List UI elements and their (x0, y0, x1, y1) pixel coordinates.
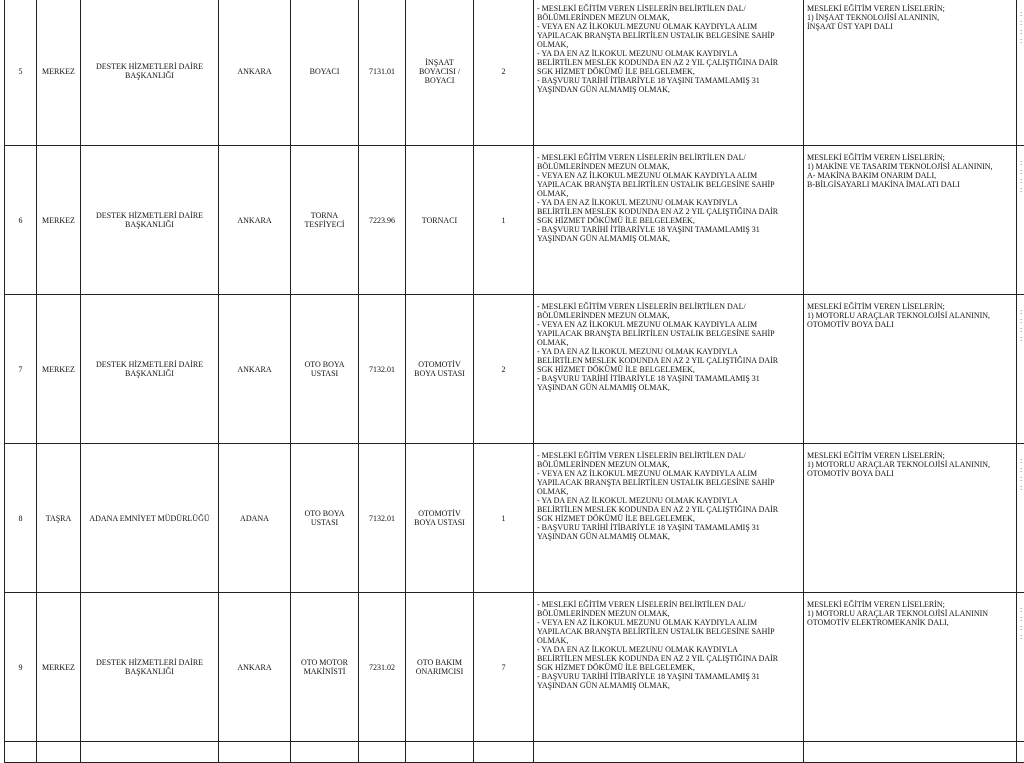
occupation-title: TORNACI (406, 146, 474, 295)
unit-name: DESTEK HİZMETLERİ DAİRE BAŞKANLIĞI (81, 146, 219, 295)
row-number: 8 (5, 444, 37, 593)
city: ANKARA (219, 146, 291, 295)
empty-cell (291, 742, 359, 763)
table-row (5, 593, 1024, 742)
requirements: - MESLEKİ EĞİTİM VEREN LİSELERİN BELİRTİLEN DAL/ BÖLÜMLERİNDEN MEZUN OLMAK, - VEYA EN AZ İLKOKUL MEZUNU OLMAK KAYDIYLA ALIM YAPILACAK BRANŞTA BELİRTİLEN USTALIK BELGESİNE SAHİP OLMAK, - YA DA EN AZ İLKOKUL MEZUNU OLMAK KAYDIYLA BELİRTİLEN MESLEK KODUNDA EN AZ 2 YIL ÇALIŞTIĞINA DAİR SGK HİZMET DÖKÜMÜ İLE BELGELEMEK, - BAŞVURU TARİHİ İTİBARİYLE 18 YAŞINI TAMAMLAMIŞ 31 YAŞINDAN GÜN ALMAMIŞ OLMAK, (534, 146, 804, 295)
job-listing-table (4, 0, 1024, 763)
empty-cell (81, 742, 219, 763)
city: ANKARA (219, 0, 291, 146)
occupation-title: OTOMOTİV BOYA USTASI (406, 295, 474, 444)
cut-off-column: : : : : (1017, 444, 1024, 593)
unit-name: DESTEK HİZMETLERİ DAİRE BAŞKANLIĞI (81, 593, 219, 742)
position-name: BOYACI (291, 0, 359, 146)
occupation-title: OTOMOTİV BOYA USTASI (406, 444, 474, 593)
occupation-title: OTO BAKIM ONARIMCISI (406, 593, 474, 742)
row-number: 6 (5, 146, 37, 295)
position-count: 2 (474, 295, 534, 444)
requirements: - MESLEKİ EĞİTİM VEREN LİSELERİN BELİRTİLEN DAL/ BÖLÜMLERİNDEN MEZUN OLMAK, - VEYA EN AZ İLKOKUL MEZUNU OLMAK KAYDIYLA ALIM YAPILACAK BRANŞTA BELİRTİLEN USTALIK BELGESİNE SAHİP OLMAK, - YA DA EN AZ İLKOKUL MEZUNU OLMAK KAYDIYLA BELİRTİLEN MESLEK KODUNDA EN AZ 2 YIL ÇALIŞTIĞINA DAİR SGK HİZMET DÖKÜMÜ İLE BELGELEMEK, - BAŞVURU TARİHİ İTİBARİYLE 18 YAŞINI TAMAMLAMIŞ 31 YAŞINDAN GÜN ALMAMIŞ OLMAK, (534, 593, 804, 742)
occupation-code: 7132.01 (359, 444, 406, 593)
requirements: - MESLEKİ EĞİTİM VEREN LİSELERİN BELİRTİLEN DAL/ BÖLÜMLERİNDEN MEZUN OLMAK, - VEYA EN AZ İLKOKUL MEZUNU OLMAK KAYDIYLA ALIM YAPILACAK BRANŞTA BELİRTİLEN USTALIK BELGESİNE SAHİP OLMAK, - YA DA EN AZ İLKOKUL MEZUNU OLMAK KAYDIYLA BELİRTİLEN MESLEK KODUNDA EN AZ 2 YIL ÇALIŞTIĞINA DAİR SGK HİZMET DÖKÜMÜ İLE BELGELEMEK, - BAŞVURU TARİHİ İTİBARİYLE 18 YAŞINI TAMAMLAMIŞ 31 YAŞINDAN GÜN ALMAMIŞ OLMAK, (534, 444, 804, 593)
empty-cell (804, 742, 1017, 763)
unit-name: DESTEK HİZMETLERİ DAİRE BAŞKANLIĞI (81, 0, 219, 146)
row-number: 9 (5, 593, 37, 742)
table-row (5, 295, 1024, 444)
requirements: - MESLEKİ EĞİTİM VEREN LİSELERİN BELİRTİLEN DAL/ BÖLÜMLERİNDEN MEZUN OLMAK, - VEYA EN AZ İLKOKUL MEZUNU OLMAK KAYDIYLA ALIM YAPILACAK BRANŞTA BELİRTİLEN USTALIK BELGESİNE SAHİP OLMAK, - YA DA EN AZ İLKOKUL MEZUNU OLMAK KAYDIYLA BELİRTİLEN MESLEK KODUNDA EN AZ 2 YIL ÇALIŞTIĞINA DAİR SGK HİZMET DÖKÜMÜ İLE BELGELEMEK, - BAŞVURU TARİHİ İTİBARİYLE 18 YAŞINI TAMAMLAMIŞ 31 YAŞINDAN GÜN ALMAMIŞ OLMAK, (534, 295, 804, 444)
table-row (5, 0, 1024, 146)
education-requirements: MESLEKİ EĞİTİM VEREN LİSELERİN; 1) MOTORLU ARAÇLAR TEKNOLOJİSİ ALANININ, OTOMOTİV BOYA DALI (804, 444, 1017, 593)
table-row-partial (5, 742, 1024, 763)
occupation-code: 7231.02 (359, 593, 406, 742)
empty-cell (406, 742, 474, 763)
city: ANKARA (219, 593, 291, 742)
table-row (5, 444, 1024, 593)
empty-cell (5, 742, 37, 763)
cut-off-column: : : : : (1017, 593, 1024, 742)
position-name: OTO MOTOR MAKİNİSTİ (291, 593, 359, 742)
position-count: 1 (474, 146, 534, 295)
table-body (5, 0, 1024, 763)
position-count: 2 (474, 0, 534, 146)
position-name: TORNA TESFİYECİ (291, 146, 359, 295)
unit-name: ADANA EMNİYET MÜDÜRLÜĞÜ (81, 444, 219, 593)
unit-type: TAŞRA (37, 444, 81, 593)
occupation-code: 7132.01 (359, 295, 406, 444)
unit-type: MERKEZ (37, 146, 81, 295)
occupation-code: 7131.01 (359, 0, 406, 146)
empty-cell (219, 742, 291, 763)
empty-cell (1017, 742, 1024, 763)
cut-off-column: : : : : (1017, 146, 1024, 295)
unit-type: MERKEZ (37, 295, 81, 444)
position-count: 1 (474, 444, 534, 593)
empty-cell (474, 742, 534, 763)
empty-cell (37, 742, 81, 763)
requirements: - MESLEKİ EĞİTİM VEREN LİSELERİN BELİRTİLEN DAL/ BÖLÜMLERİNDEN MEZUN OLMAK, - VEYA EN AZ İLKOKUL MEZUNU OLMAK KAYDIYLA ALIM YAPILACAK BRANŞTA BELİRTİLEN USTALIK BELGESİNE SAHİP OLMAK, - YA DA EN AZ İLKOKUL MEZUNU OLMAK KAYDIYLA BELİRTİLEN MESLEK KODUNDA EN AZ 2 YIL ÇALIŞTIĞINA DAİR SGK HİZMET DÖKÜMÜ İLE BELGELEMEK, - BAŞVURU TARİHİ İTİBARİYLE 18 YAŞINI TAMAMLAMIŞ 31 YAŞINDAN GÜN ALMAMIŞ OLMAK, (534, 0, 804, 146)
row-number: 7 (5, 295, 37, 444)
row-number: 5 (5, 0, 37, 146)
table-row (5, 146, 1024, 295)
cut-off-column: : : : : (1017, 0, 1024, 146)
city: ANKARA (219, 295, 291, 444)
position-name: OTO BOYA USTASI (291, 295, 359, 444)
education-requirements: MESLEKİ EĞİTİM VEREN LİSELERİN; 1) İNŞAAT TEKNOLOJİSİ ALANININ, İNŞAAT ÜST YAPI DALI (804, 0, 1017, 146)
education-requirements: MESLEKİ EĞİTİM VEREN LİSELERİN; 1) MOTORLU ARAÇLAR TEKNOLOJİSİ ALANININ, OTOMOTİV BOYA DALI (804, 295, 1017, 444)
unit-type: MERKEZ (37, 593, 81, 742)
education-requirements: MESLEKİ EĞİTİM VEREN LİSELERİN; 1) MOTORLU ARAÇLAR TEKNOLOJİSİ ALANININ OTOMOTİV ELEKTROMEKANİK DALI, (804, 593, 1017, 742)
empty-cell (534, 742, 804, 763)
unit-name: DESTEK HİZMETLERİ DAİRE BAŞKANLIĞI (81, 295, 219, 444)
city: ADANA (219, 444, 291, 593)
occupation-code: 7223.96 (359, 146, 406, 295)
occupation-title: İNŞAAT BOYACISI / BOYACI (406, 0, 474, 146)
position-count: 7 (474, 593, 534, 742)
unit-type: MERKEZ (37, 0, 81, 146)
empty-cell (359, 742, 406, 763)
education-requirements: MESLEKİ EĞİTİM VEREN LİSELERİN; 1) MAKİNE VE TASARIM TEKNOLOJİSİ ALANININ, A- MAKİNA BAKIM ONARIM DALI, B-BİLGİSAYARLI MAKİNA İMALATI DALI (804, 146, 1017, 295)
position-name: OTO BOYA USTASI (291, 444, 359, 593)
cut-off-column: : : : : (1017, 295, 1024, 444)
